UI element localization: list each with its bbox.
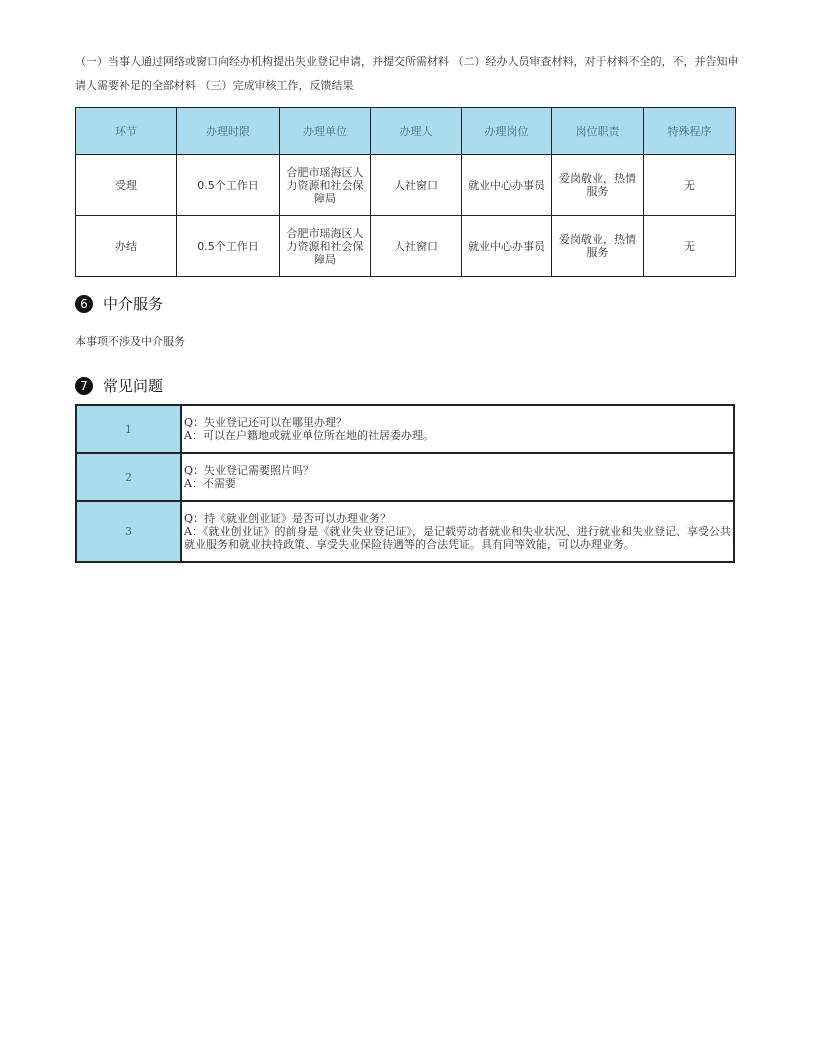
cell-handler: 人社窗口 [371, 155, 462, 216]
header-unit: 办理单位 [280, 108, 371, 155]
header-stage: 环节 [76, 108, 177, 155]
cell-unit: 合肥市瑶海区人力资源和社会保障局 [280, 155, 371, 216]
cell-special-procedure: 无 [644, 216, 736, 277]
faq-row [76, 405, 734, 453]
intermediary-service-text: 本事项不涉及中介服务 [75, 335, 185, 348]
faq-index: 1 [76, 405, 181, 453]
faq-question: Q：失业登记还可以在哪里办理？ [184, 416, 348, 429]
cell-stage: 办结 [76, 216, 177, 277]
faq-answer: A：《就业创业证》的前身是《就业失业登记证》，是记载劳动者就业和失业状况、进行就业和失业登记、享受公共就业服务和就业扶持政策、享受失业保险待遇等的合法凭证。具有同等效能，可以办理业务。 [184, 525, 731, 551]
cell-special-procedure: 无 [644, 155, 736, 216]
cell-post: 就业中心办事员 [462, 155, 552, 216]
faq-row [76, 501, 734, 562]
faq-index: 2 [76, 453, 181, 501]
process-table [75, 107, 736, 277]
section-title: 常见问题 [103, 377, 164, 395]
cell-time-limit: 0.5个工作日 [177, 216, 280, 277]
faq-row [76, 453, 734, 501]
header-time-limit: 办理时限 [177, 108, 280, 155]
faq-answer: A：可以在户籍地或就业单位所在地的社居委办理。 [184, 429, 434, 442]
faq-qa [181, 501, 734, 562]
cell-unit: 合肥市瑶海区人力资源和社会保障局 [280, 216, 371, 277]
cell-time-limit: 0.5个工作日 [177, 155, 280, 216]
number-6-icon: 6 [75, 295, 93, 313]
header-duty: 岗位职责 [552, 108, 644, 155]
cell-stage: 受理 [76, 155, 177, 216]
procedure-intro-text: （一）当事人通过网络或窗口向经办机构提出失业登记申请，并提交所需材料 （二）经办人员审查材料，对于材料不全的，不，并告知申请人需要补足的全部材料 （三）完成审核工作，反馈结果 [75, 55, 739, 92]
process-table-header-row [76, 108, 736, 155]
number-7-icon: 7 [75, 377, 93, 395]
faq-question: Q：持《就业创业证》是否可以办理业务？ [184, 512, 392, 525]
faq-qa [181, 405, 734, 453]
section-faq-heading [75, 375, 163, 396]
header-post: 办理岗位 [462, 108, 552, 155]
faq-qa [181, 453, 734, 501]
faq-table [75, 404, 735, 563]
faq-index: 3 [76, 501, 181, 562]
cell-duty: 爱岗敬业，热情服务 [552, 216, 644, 277]
cell-duty: 爱岗敬业，热情服务 [552, 155, 644, 216]
header-handler: 办理人 [371, 108, 462, 155]
header-special-procedure: 特殊程序 [644, 108, 736, 155]
faq-question: Q：失业登记需要照片吗？ [184, 464, 315, 477]
section-title: 中介服务 [103, 295, 164, 313]
section-intermediary-heading [75, 293, 163, 314]
cell-post: 就业中心办事员 [462, 216, 552, 277]
cell-handler: 人社窗口 [371, 216, 462, 277]
table-row [76, 216, 736, 277]
table-row [76, 155, 736, 216]
faq-answer: A：不需要 [184, 477, 236, 490]
